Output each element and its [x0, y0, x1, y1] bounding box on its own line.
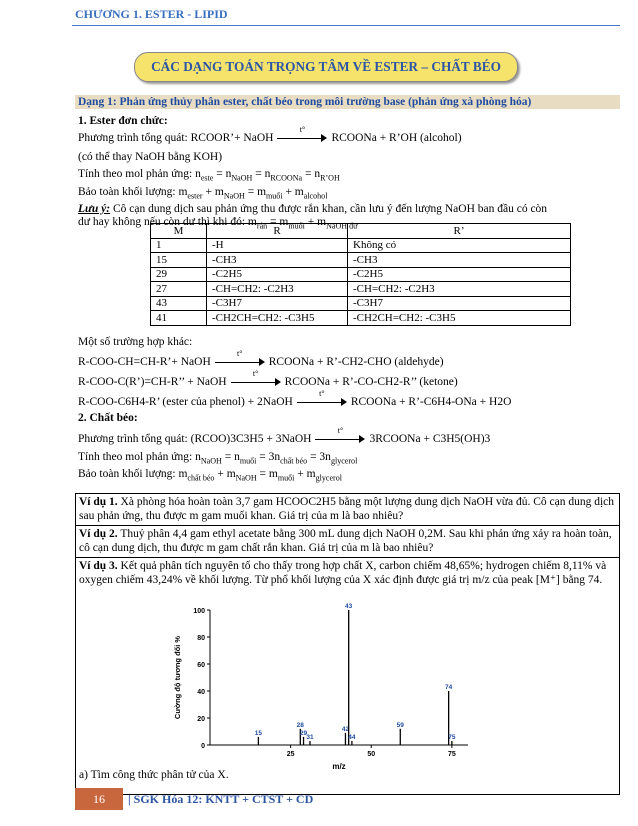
table-cell: -CH=CH2: -C2H3 — [348, 282, 571, 297]
y-tick-label: 80 — [197, 635, 205, 642]
table-row — [151, 253, 571, 268]
mass-spectrum-chart — [168, 598, 478, 778]
radical-table — [150, 223, 571, 326]
table-cell: -H — [207, 238, 348, 253]
s2-mol: Tính theo mol phản ứng: $n_{NaOH} = n_{muối} = 3n_{chất béo} = 3n_{glycerol}$ — [78, 451, 358, 466]
table-cell: 29 — [151, 267, 207, 282]
peak-label: 15 — [254, 729, 262, 737]
example-3: Ví dụ 3. Kết quả phân tích nguyên tố cho thấy trong hợp chất X, carbon chiếm 48,65%; hydrogen chiếm 8,11% và oxygen chiếm 43,24% về khối lượng. Từ phổ khối lượng của X xác định được giá trị m/z của peak [M⁺] bằng 74. — [79, 560, 607, 586]
table-cell: 27 — [151, 282, 207, 297]
y-axis-label: Cường độ tương đối % — [173, 635, 182, 720]
table-cell: -C2H5 — [207, 267, 348, 282]
table-cell: 15 — [151, 253, 207, 268]
table-header-1: R — [207, 224, 348, 239]
y-tick-label: 0 — [201, 743, 205, 750]
peak-label: 75 — [448, 733, 456, 741]
x-tick-label: 75 — [447, 751, 456, 758]
y-tick-label: 60 — [197, 662, 205, 669]
table-cell: 1 — [151, 238, 207, 253]
example-1: Ví dụ 1. Xà phòng hóa hoàn toàn 3,7 gam HCOOC2H5 bằng một lượng dung dịch NaOH vừa đủ. Cô cạn dung dịch sau phản ứng, thu được m gam muối khan. Giá trị của m là bao nhiêu? — [76, 494, 619, 526]
table-row — [151, 238, 571, 253]
s2-equation: Phương trình tổng quát: (RCOO)3C3H5 + 3NaOH t° 3RCOONa + C3H5(OH)3 — [78, 426, 491, 445]
x-tick-label: 25 — [286, 751, 295, 758]
table-cell: Không có — [348, 238, 571, 253]
special-eq-3: R-COO-C6H4-R’ (ester của phenol) + 2NaOH t° RCOONa + R’-C6H4-ONa + H2O — [78, 389, 512, 408]
y-tick-label: 20 — [197, 716, 205, 723]
s1-note: (có thể thay NaOH bằng KOH) — [78, 151, 223, 163]
table-cell: -CH=CH2: -C2H3 — [207, 282, 348, 297]
table-cell: -C2H5 — [348, 267, 571, 282]
special-title: Một số trường hợp khác: — [78, 336, 193, 348]
section-2-title: 2. Chất béo: — [78, 412, 138, 424]
table-header-2: R’ — [348, 224, 571, 239]
header-divider — [72, 25, 620, 26]
x-tick-label: 50 — [367, 751, 376, 758]
s1-mass: Bảo toàn khối lượng: $m_{ester} + m_{NaOH} = m_{muối} + m_{alcohol}$ — [78, 186, 328, 201]
table-row — [151, 267, 571, 282]
footer-text: | SGK Hóa 12: KNTT + CTST + CD — [128, 792, 314, 806]
peak-label: 74 — [445, 684, 453, 691]
section-1-title: 1. Ester đơn chức: — [78, 115, 168, 127]
table-cell: -CH3 — [207, 253, 348, 268]
luu-y-2: dư hay không nếu còn dư thì khi đó: $m_{rắn} = m_{muối} + m_{NaOH dư}$ — [78, 216, 358, 231]
section-banner: CÁC DẠNG TOÁN TRỌNG TÂM VỀ ESTER – CHẤT BÉO — [134, 52, 518, 82]
table-cell: -C3H7 — [207, 296, 348, 311]
peak-label: 42 — [341, 725, 350, 733]
special-eq-1: R-COO-CH=CH-R’+ NaOH t° RCOONa + R’-CH2-CHO (aldehyde) — [78, 349, 444, 368]
peak-label: 43 — [345, 603, 353, 610]
table-row — [151, 311, 571, 326]
example-2: Ví dụ 2. Thuỷ phân 4,4 gam ethyl acetate bằng 300 mL dung dịch NaOH 0,2M. Sau khi phản ứng xảy ra hoàn toàn, cô cạn dung dịch, thu được m gam chất rắn khan. Giá trị của m là bao nhiêu? — [76, 526, 619, 558]
x-axis-label: m/z — [332, 762, 346, 771]
table-cell: 43 — [151, 296, 207, 311]
table-cell: -CH2CH=CH2: -C3H5 — [348, 311, 571, 326]
table-cell: 41 — [151, 311, 207, 326]
s1-equation: Phương trình tổng quát: RCOOR’+ NaOH t° RCOONa + R’OH (alcohol) — [78, 125, 462, 144]
page-number: 16 — [75, 788, 123, 810]
table-row — [151, 296, 571, 311]
peak-label: 44 — [348, 733, 356, 741]
table-header-0: M — [151, 224, 207, 239]
peak-label: 28 — [296, 721, 304, 729]
peak-label: 29 — [299, 729, 308, 737]
luu-y: Lưu ý: Cô cạn dung dịch sau phản ứng thu được rắn khan, cần lưu ý đến lượng NaOH ban đầu có còn — [78, 203, 548, 215]
special-eq-2: R-COO-C(R’)=CH-R’’ + NaOH t° RCOONa + R’-CO-CH2-R’’ (ketone) — [78, 369, 458, 388]
y-tick-label: 100 — [193, 608, 205, 615]
table-cell: -C3H7 — [348, 296, 571, 311]
example-3-a: a) Tìm công thức phân tử của X. — [79, 769, 229, 781]
table-cell: -CH3 — [348, 253, 571, 268]
table-cell: -CH2CH=CH2: -C3H5 — [207, 311, 348, 326]
dang-1-heading: Dạng 1: Phản ứng thủy phân ester, chất béo trong môi trường base (phản ứng xà phòng hóa) — [75, 95, 620, 109]
s1-mol: Tính theo mol phản ứng: $n_{este} = n_{NaOH} = n_{RCOONa} = n_{R’OH}$ — [78, 168, 340, 183]
y-tick-label: 40 — [197, 689, 205, 696]
peak-label: 31 — [306, 733, 314, 741]
s2-mass: Bảo toàn khối lượng: $m_{chất béo} + m_{NaOH} = m_{muối} + m_{glycerol}$ — [78, 468, 342, 483]
chapter-header: CHƯƠNG 1. ESTER - LIPID — [75, 7, 228, 21]
peak-label: 59 — [396, 721, 404, 729]
table-row — [151, 282, 571, 297]
